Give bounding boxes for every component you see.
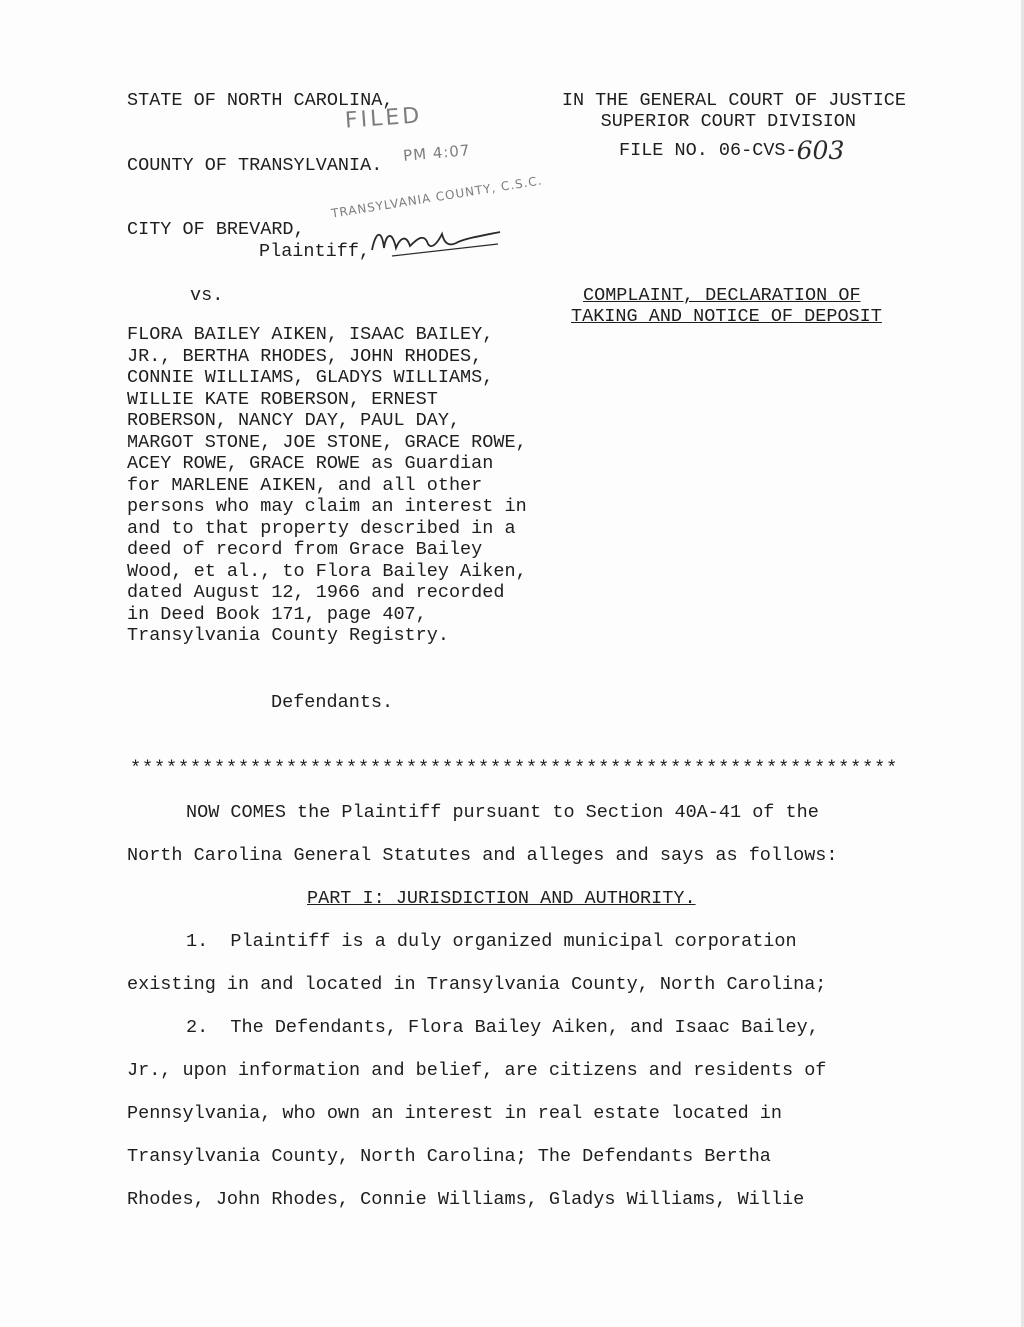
caption-defendants-label: Defendants. <box>271 692 394 713</box>
paragraph-1-line-2: existing in and located in Transylvania County, North Carolina; <box>127 974 827 995</box>
filed-stamp-office: TRANSYLVANIA COUNTY, C.S.C. <box>330 173 544 221</box>
asterisk-divider: **************************************************************** <box>130 758 899 779</box>
caption-county: COUNTY OF TRANSYLVANIA. <box>127 155 383 176</box>
caption-city: CITY OF BREVARD, <box>127 219 305 240</box>
filed-stamp-time: PM 4:07 <box>402 141 472 165</box>
paragraph-2-line-3: Pennsylvania, who own an interest in real estate located in <box>127 1103 783 1124</box>
part-heading: PART I: JURISDICTION AND AUTHORITY. <box>307 888 696 909</box>
paragraph-2-line-5: Rhodes, John Rhodes, Connie Williams, Gladys Williams, Willie <box>127 1189 805 1210</box>
defendants-list: FLORA BAILEY AIKEN, ISAAC BAILEY, JR., BERTHA RHODES, JOHN RHODES, CONNIE WILLIAMS, GLADYS WILLIAMS, WILLIE KATE ROBERSON, ERNEST ROBERSON, NANCY DAY, PAUL DAY, MARGOT STONE, JOE STONE, GRACE ROWE, ACEY ROWE, GRACE ROWE as Guardian for MARLENE AIKEN, and all other persons who may claim an interest in and to that property described in a deed of record from Grace Bailey Wood, et al., to Flora Bailey Aiken, dated August 12, 1966 and recorded in Deed Book 171, page 407, Transylvania County Registry. <box>127 324 527 646</box>
caption-plaintiff-label: Plaintiff, <box>259 241 371 262</box>
caption-state: STATE OF NORTH CAROLINA, <box>127 90 394 111</box>
handwritten-initials <box>368 220 508 260</box>
file-number-handwritten: 603 <box>796 136 845 165</box>
paragraph-1-line-1: 1. Plaintiff is a duly organized municipal corporation <box>186 931 797 952</box>
intro-line-2: North Carolina General Statutes and alleges and says as follows: <box>127 845 838 866</box>
caption-vs: vs. <box>190 285 224 306</box>
court-division: SUPERIOR COURT DIVISION <box>600 111 856 132</box>
filed-stamp: FILED <box>344 103 424 134</box>
document-title-line1: COMPLAINT, DECLARATION OF <box>583 285 861 306</box>
paragraph-2-line-1: 2. The Defendants, Flora Bailey Aiken, and Isaac Bailey, <box>186 1017 819 1038</box>
paragraph-2-line-4: Transylvania County, North Carolina; The Defendants Bertha <box>127 1146 771 1167</box>
court-name: IN THE GENERAL COURT OF JUSTICE <box>561 90 906 111</box>
file-number-label: FILE NO. 06-CVS- <box>619 140 797 161</box>
intro-line-1: NOW COMES the Plaintiff pursuant to Section 40A-41 of the <box>186 802 819 823</box>
file-number <box>619 132 845 165</box>
document-title-line2: TAKING AND NOTICE OF DEPOSIT <box>571 306 882 327</box>
paragraph-2-line-2: Jr., upon information and belief, are citizens and residents of <box>127 1060 827 1081</box>
